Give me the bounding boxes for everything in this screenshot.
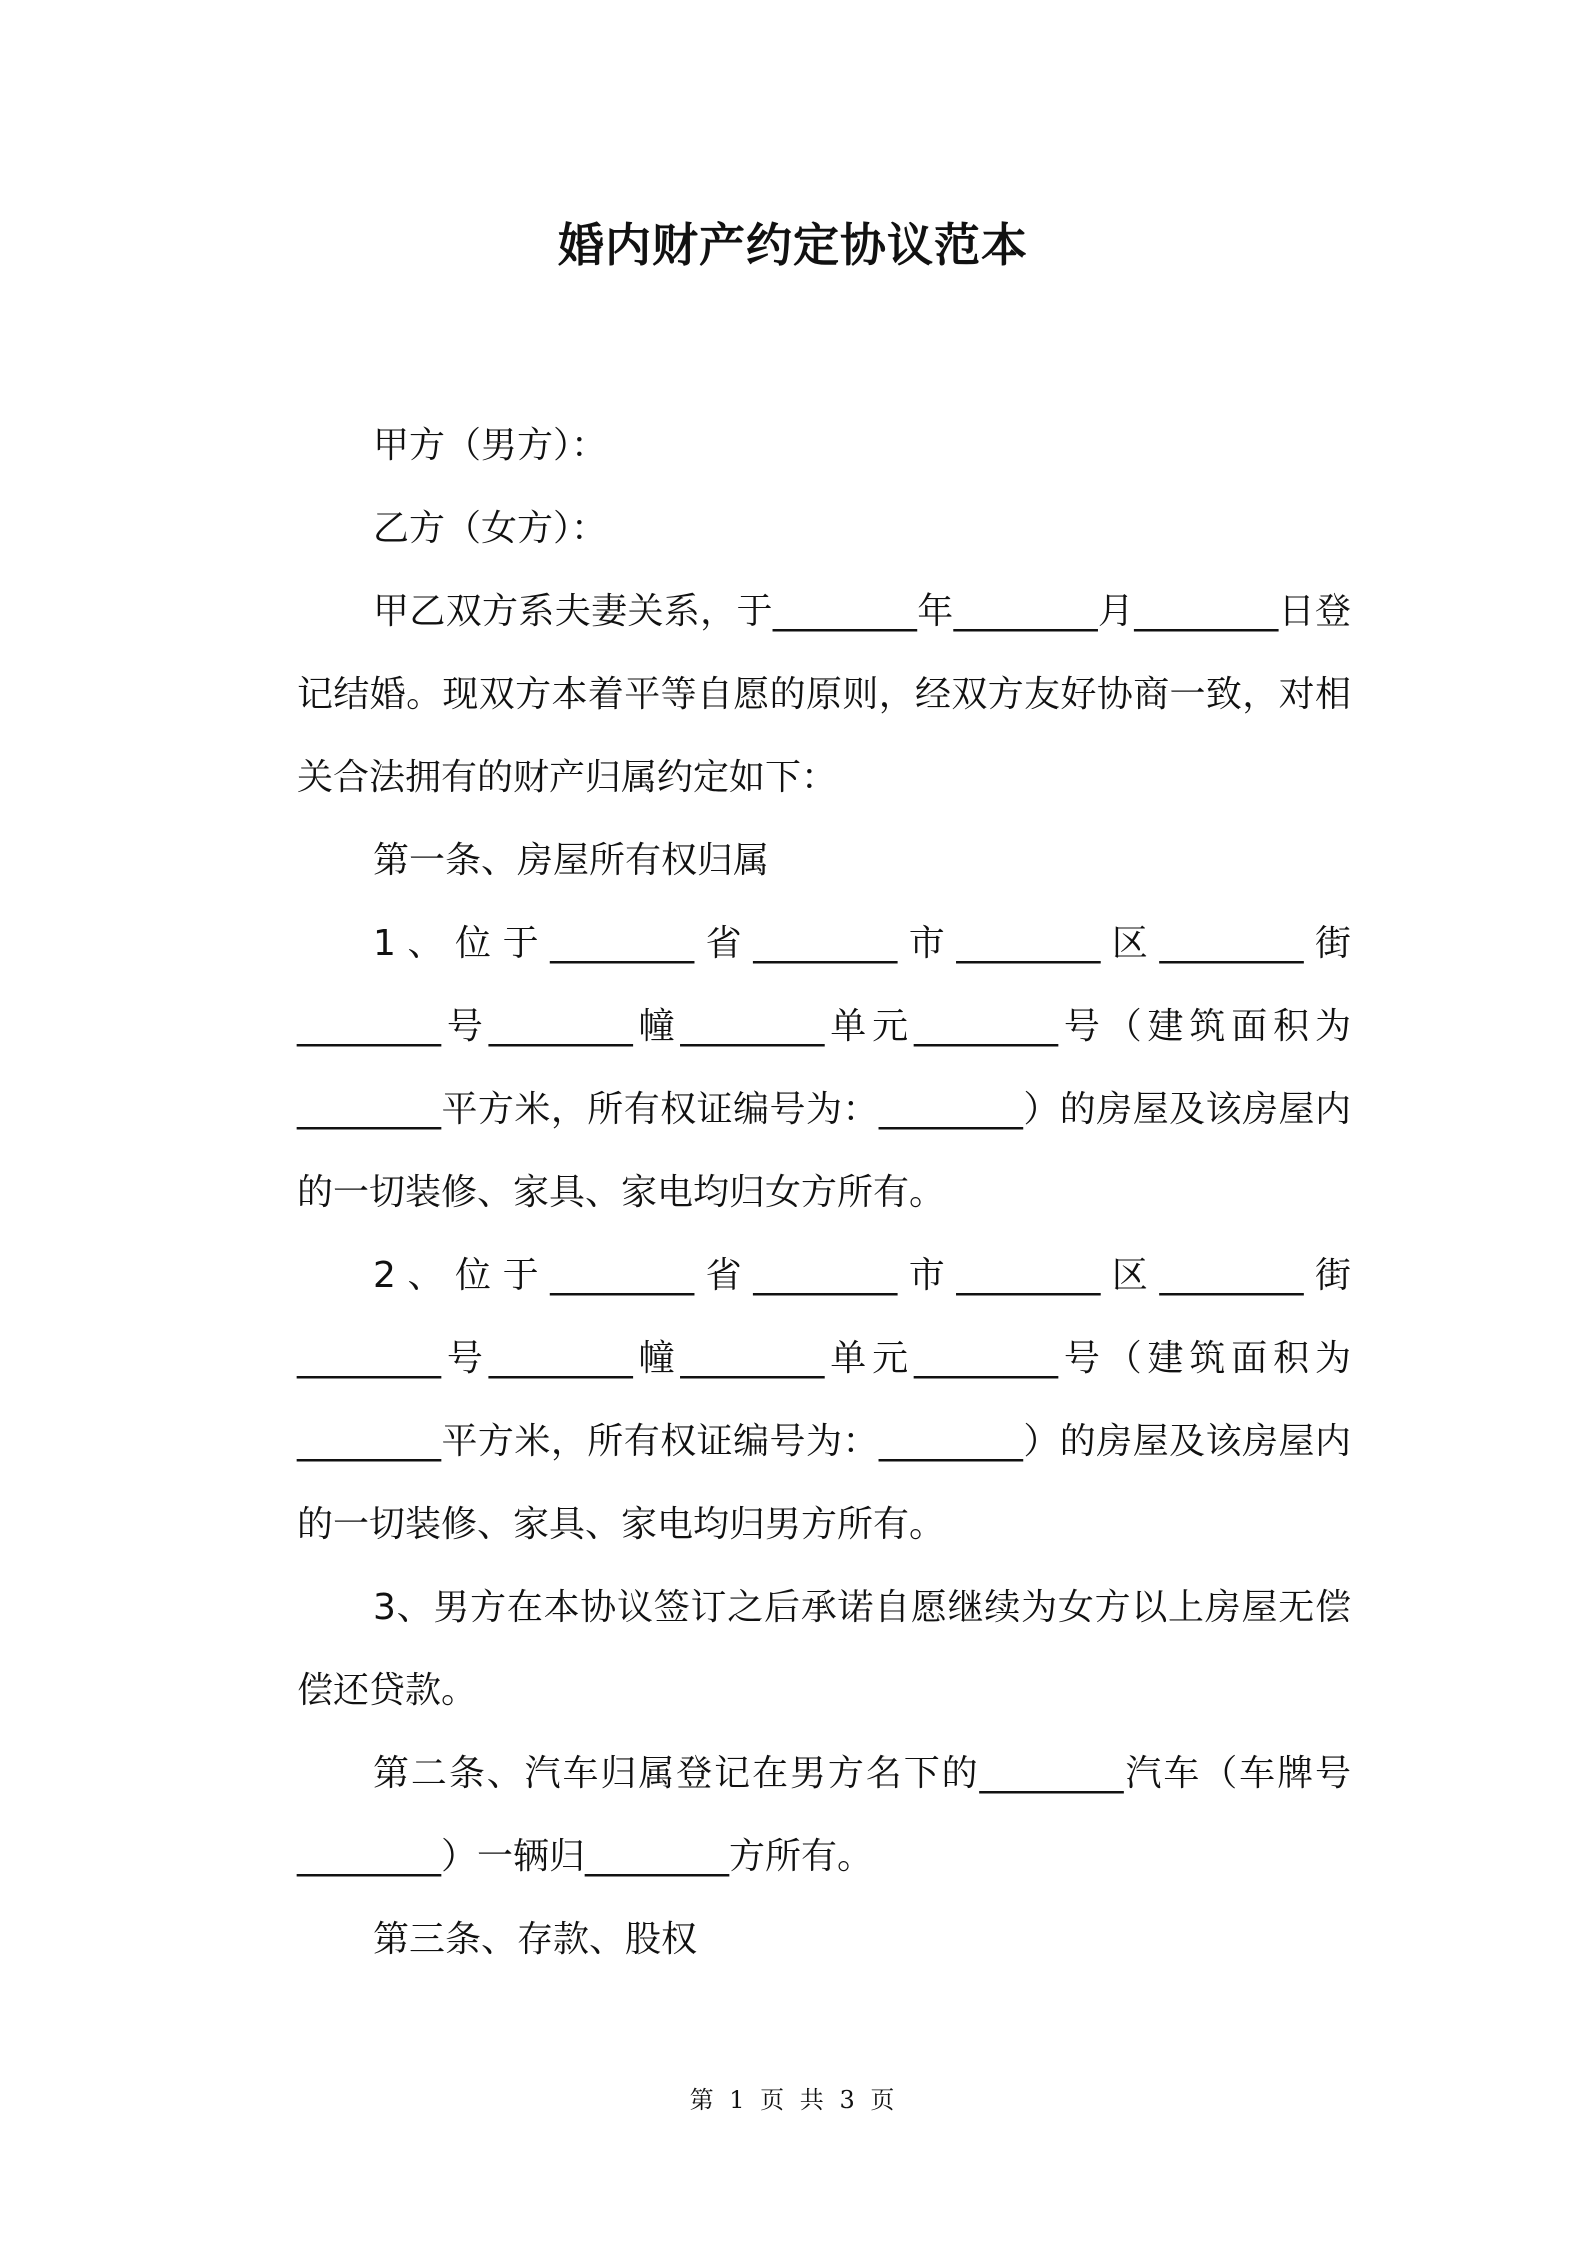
- paragraph-party-a: 甲方（男方）：: [373, 425, 608, 466]
- page-footer: 第 1 页 共 3 页: [689, 2086, 897, 2114]
- paragraph-clause-1-3: 3、男方在本协议签订之后承诺自愿继续为女方以上房屋无偿偿还贷款。: [297, 1587, 1351, 1711]
- paragraph-clause-1-1: 1、位于________省________市________区________街________号________幢________单元________号（建筑面积为________平方米，所有权证编号为：________）的房屋及该房屋内的一切装修、家具、家电均归女方所有。: [297, 923, 1351, 1213]
- document-title: 婚内财产约定协议范本: [558, 218, 1028, 272]
- paragraph-article-2: 第二条、汽车归属登记在男方名下的________汽车（车牌号________）一辆归________方所有。: [297, 1753, 1351, 1877]
- document-body: [297, 404, 1351, 1981]
- paragraph-clause-1-2: 2、位于________省________市________区________街________号________幢________单元________号（建筑面积为________平方米，所有权证编号为：________）的房屋及该房屋内的一切装修、家具、家电均归男方所有。: [297, 1255, 1351, 1545]
- heading-article-3: 第三条、存款、股权: [373, 1919, 698, 1960]
- paragraph-preamble: 甲乙双方系夫妻关系，于________年________月________日登记结婚。现双方本着平等自愿的原则，经双方友好协商一致，对相关合法拥有的财产归属约定如下：: [297, 591, 1351, 798]
- heading-article-1: 第一条、房屋所有权归属: [373, 840, 770, 881]
- paragraph-party-b: 乙方（女方）：: [373, 508, 608, 549]
